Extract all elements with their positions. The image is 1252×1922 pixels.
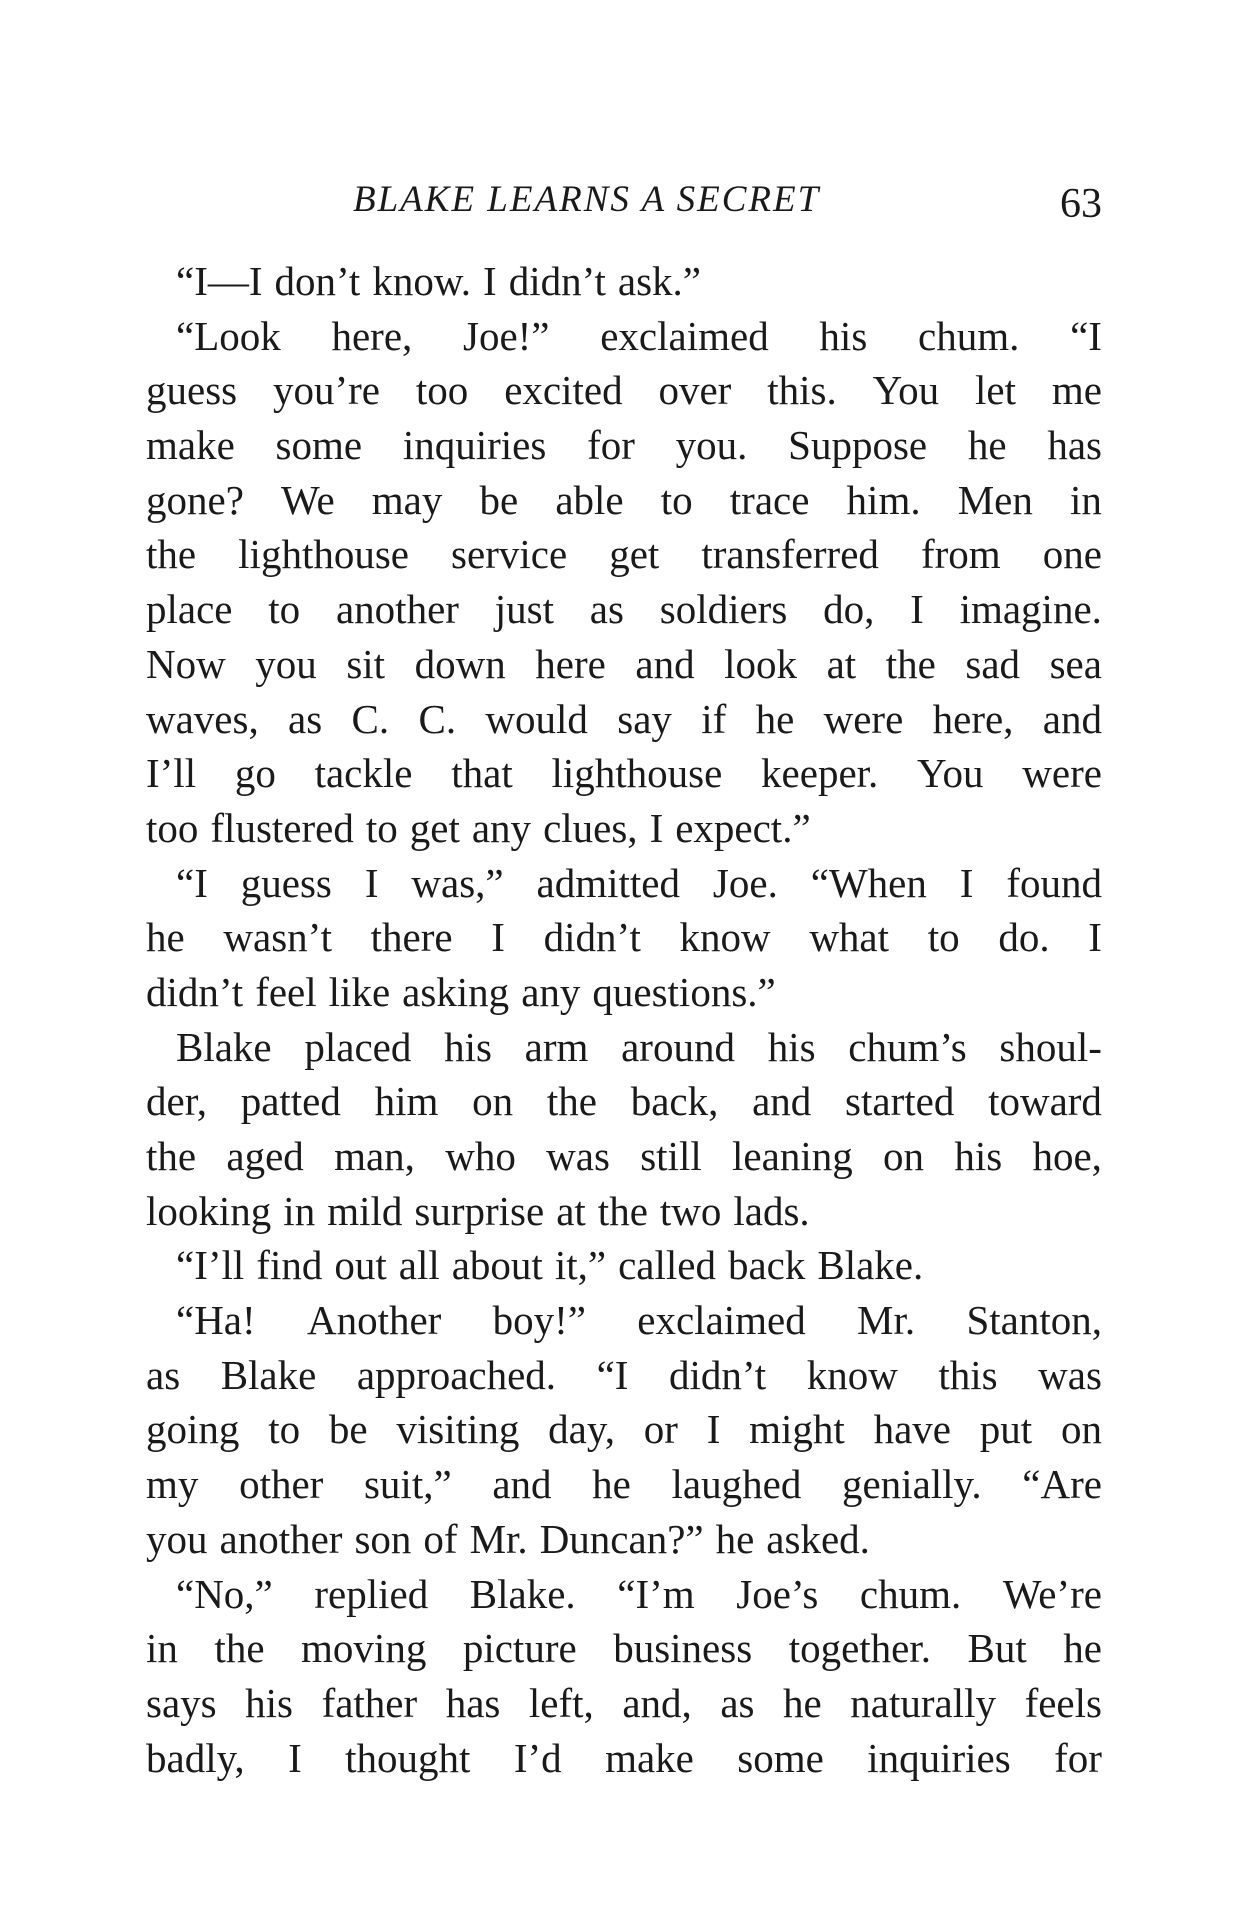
text-line: “I guess I was,” admitted Joe. “When I found bbox=[176, 859, 1102, 906]
text-line: “I’ll find out all about it,” called back Blake. bbox=[176, 1242, 924, 1289]
text-line: “Ha! Another boy!” exclaimed Mr. Stanton, bbox=[176, 1297, 1102, 1344]
running-title: BLAKE LEARNS A SECRET bbox=[353, 179, 821, 220]
text-line: too flustered to get any clues, I expect.” bbox=[146, 804, 811, 851]
text-line: he wasn’t there I didn’t know what to do. I bbox=[146, 914, 1102, 961]
text-line: in the moving picture business together. But he bbox=[146, 1625, 1102, 1672]
text-line: I’ll go tackle that lighthouse keeper. You were bbox=[146, 750, 1102, 797]
body-text bbox=[146, 254, 1102, 1785]
text-line: der, patted him on the back, and started toward bbox=[146, 1078, 1102, 1125]
text-line: guess you’re too excited over this. You let me bbox=[146, 367, 1102, 414]
text-line: you another son of Mr. Duncan?” he asked. bbox=[146, 1515, 870, 1562]
text-line: my other suit,” and he laughed genially. “Are bbox=[146, 1461, 1102, 1508]
text-line: didn’t feel like asking any questions.” bbox=[146, 968, 776, 1015]
text-line: the lighthouse service get transferred from one bbox=[146, 531, 1102, 578]
text-line: says his father has left, and, as he naturally feels bbox=[146, 1679, 1102, 1726]
text-line: waves, as C. C. would say if he were here, and bbox=[146, 695, 1102, 742]
page-number: 63 bbox=[1060, 181, 1102, 227]
text-line: Blake placed his arm around his chum’s shoul- bbox=[176, 1023, 1102, 1070]
text-line: place to another just as soldiers do, I imagine. bbox=[146, 586, 1102, 633]
text-line: badly, I thought I’d make some inquiries for bbox=[146, 1734, 1102, 1781]
text-line: make some inquiries for you. Suppose he has bbox=[146, 422, 1102, 469]
text-line: as Blake approached. “I didn’t know this was bbox=[146, 1351, 1102, 1398]
text-line: going to be visiting day, or I might have put on bbox=[146, 1406, 1102, 1453]
text-line: Now you sit down here and look at the sad sea bbox=[146, 640, 1102, 687]
text-line: gone? We may be able to trace him. Men in bbox=[146, 476, 1102, 523]
text-line: “I—I don’t know. I didn’t ask.” bbox=[176, 258, 701, 304]
text-line: looking in mild surprise at the two lads. bbox=[146, 1187, 810, 1234]
text-line: “Look here, Joe!” exclaimed his chum. “I bbox=[176, 312, 1102, 359]
text-line: “No,” replied Blake. “I’m Joe’s chum. We’re bbox=[176, 1570, 1102, 1617]
text-line: the aged man, who was still leaning on his hoe, bbox=[146, 1133, 1102, 1179]
running-head bbox=[146, 176, 1102, 236]
